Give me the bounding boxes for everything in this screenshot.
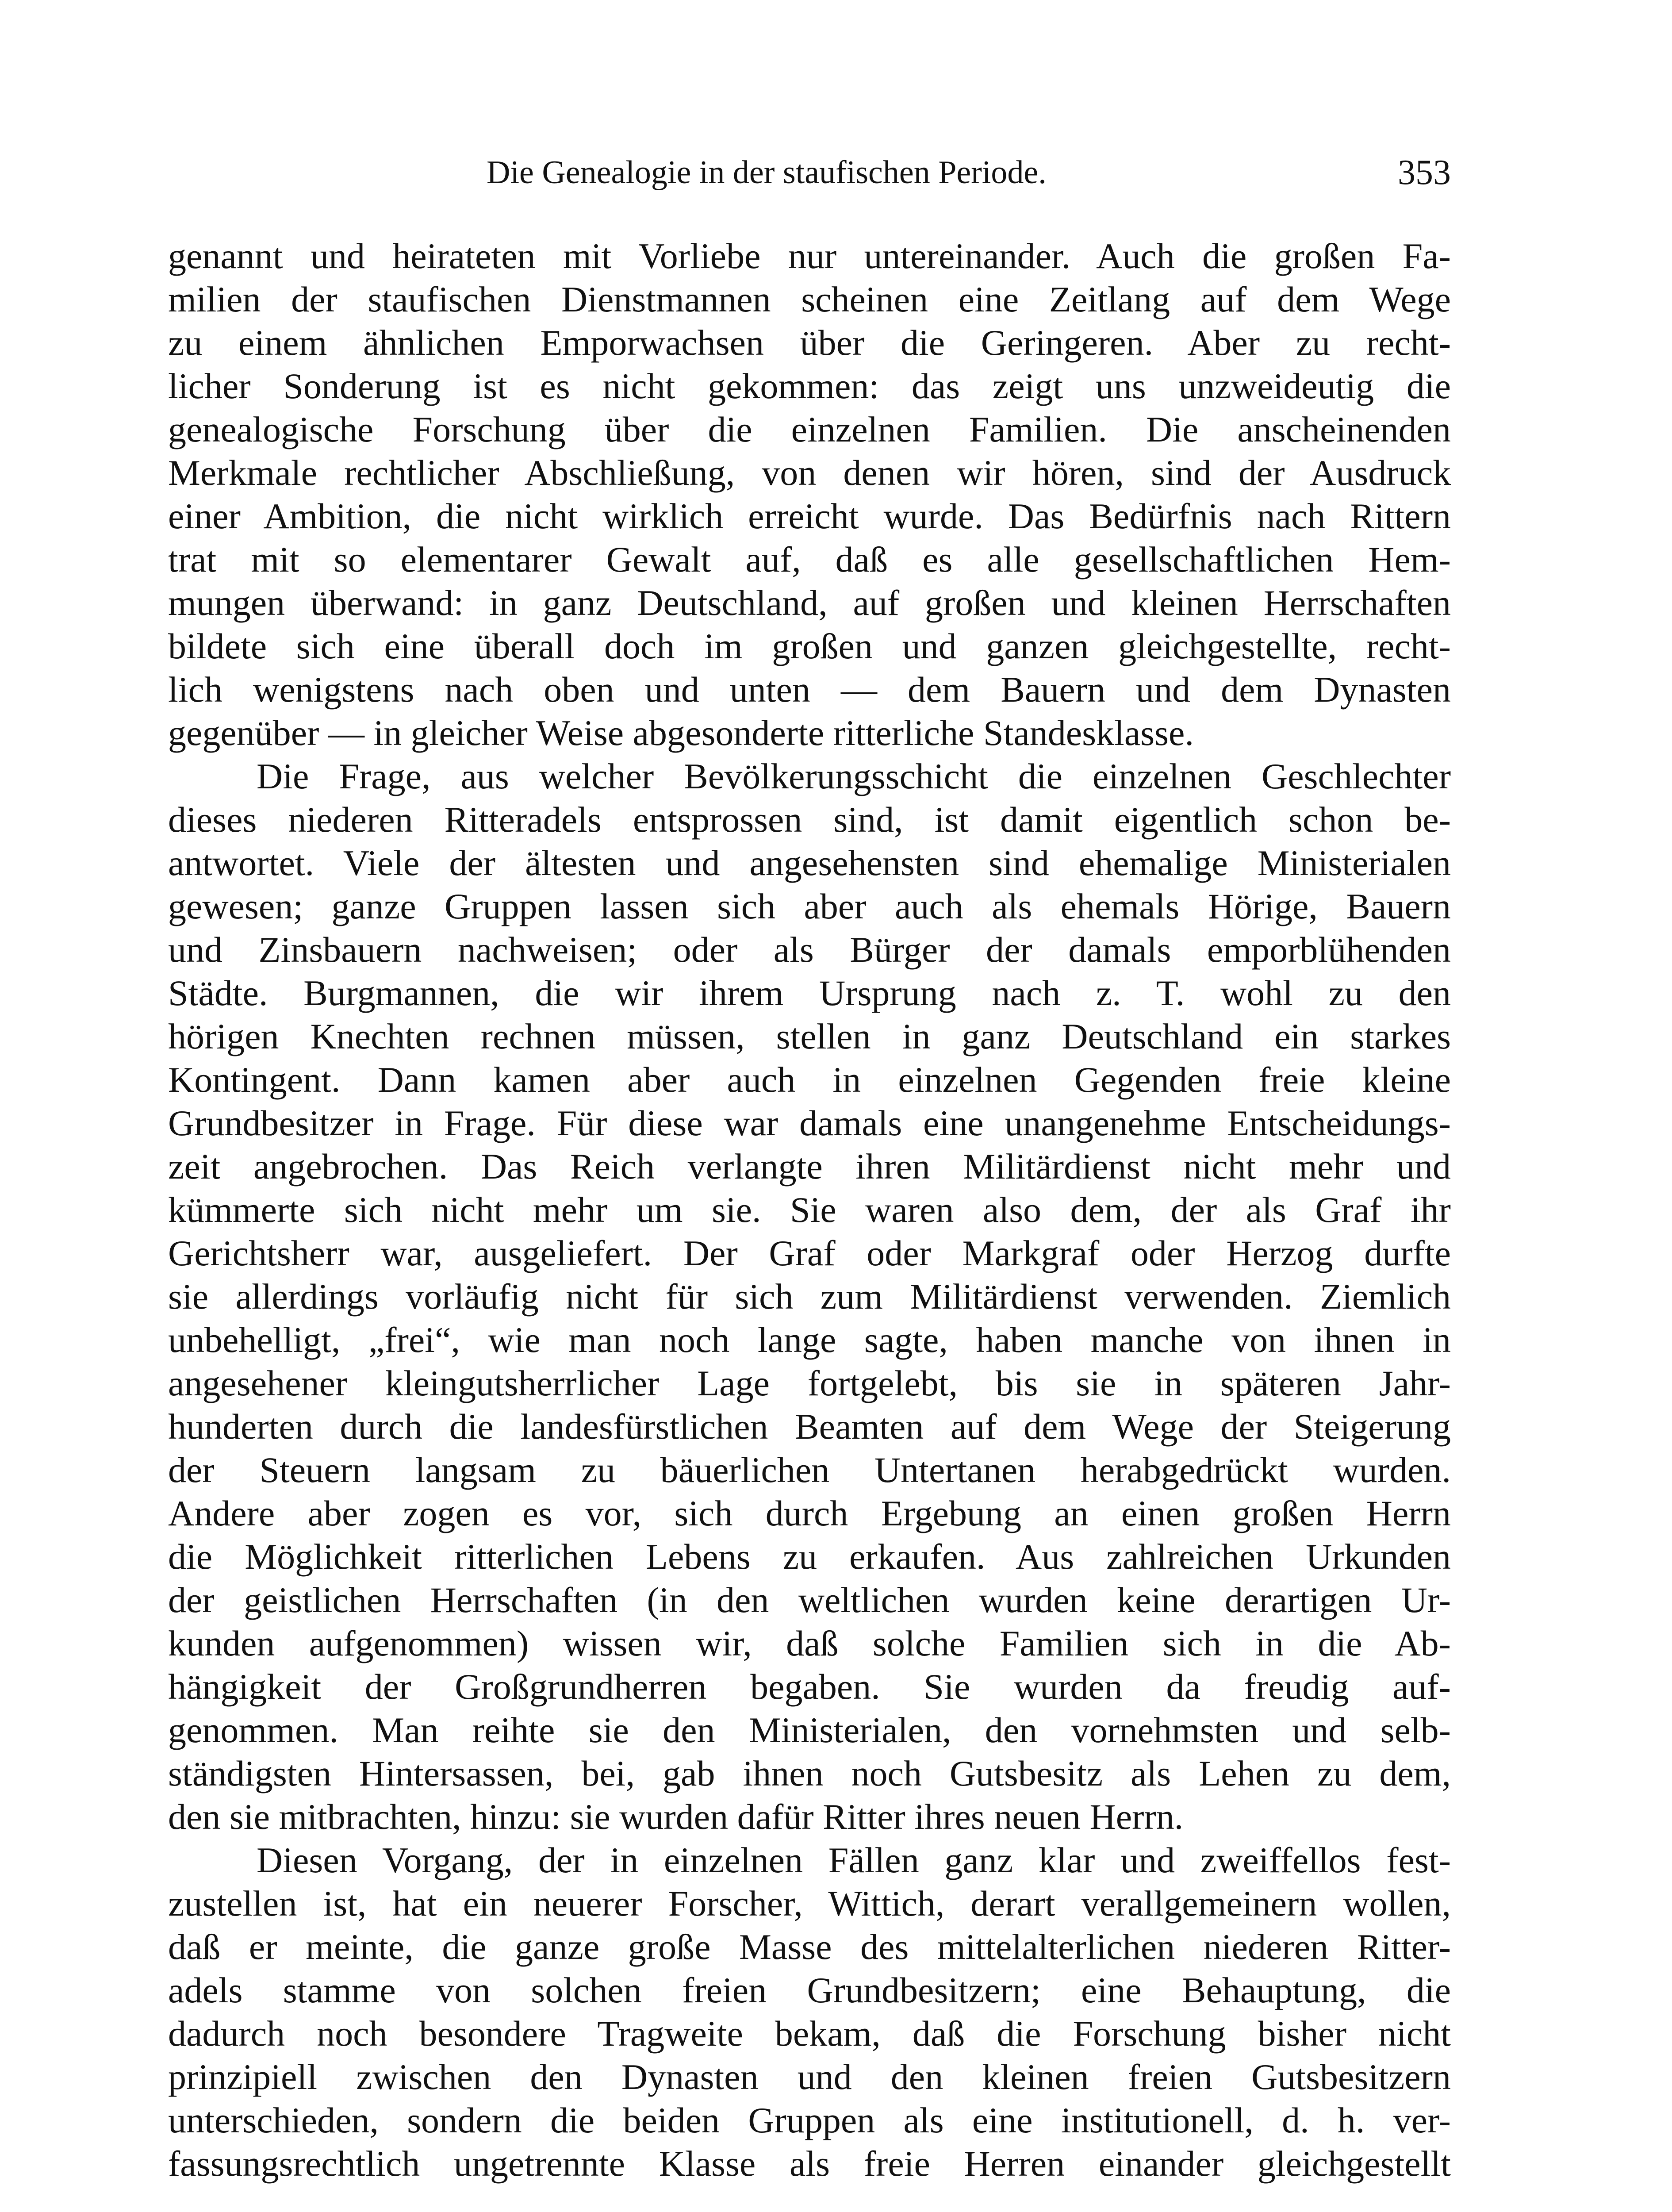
text-line: fassungsrechtlich ungetrennte Klasse als freie Herren einander gleichgestellt	[168, 2143, 1451, 2184]
text-line: antwortet. Viele der ältesten und angesehensten sind ehemalige Ministerialen	[168, 843, 1451, 883]
text-line: unterschieden, sondern die beiden Gruppen als eine institutionell, d. h. ver-	[168, 2100, 1451, 2140]
text-line: angesehener kleingutsherrlicher Lage fortgelebt, bis sie in späteren Jahr-	[168, 1363, 1451, 1403]
text-line: Andere aber zogen es vor, sich durch Ergebung an einen großen Herrn	[168, 1493, 1451, 1533]
text-line: unbehelligt, „frei“, wie man noch lange sagte, haben manche von ihnen in	[168, 1320, 1451, 1360]
text-line: Städte. Burgmannen, die wir ihrem Ursprung nach z. T. wohl zu den	[168, 973, 1451, 1013]
text-line: Merkmale rechtlicher Abschließung, von denen wir hören, sind der Ausdruck	[168, 453, 1451, 493]
text-line: genommen. Man reihte sie den Ministerialen, den vornehmsten und selb-	[168, 1710, 1451, 1750]
page-header	[168, 146, 1451, 199]
page-number: 353	[1398, 153, 1451, 192]
text-line: ständigsten Hintersassen, bei, gab ihnen noch Gutsbesitz als Lehen zu dem,	[168, 1753, 1451, 1793]
text-line: Die Frage, aus welcher Bevölkerungsschicht die einzelnen Geschlechter	[257, 756, 1451, 796]
text-line: mungen überwand: in ganz Deutschland, auf großen und kleinen Herrschaften	[168, 583, 1451, 623]
text-line: und Zinsbauern nachweisen; oder als Bürger der damals emporblühenden	[168, 929, 1451, 970]
text-line: kunden aufgenommen) wissen wir, daß solche Familien sich in die Ab-	[168, 1623, 1451, 1663]
text-line: daß er meinte, die ganze große Masse des mittelalterlichen niederen Ritter-	[168, 1927, 1451, 1967]
body-text	[168, 234, 1451, 2185]
text-line: hunderten durch die landesfürstlichen Beamten auf dem Wege der Steigerung	[168, 1406, 1451, 1447]
text-line: genannt und heirateten mit Vorliebe nur untereinander. Auch die großen Fa-	[168, 236, 1451, 276]
text-line: zu einem ähnlichen Emporwachsen über die Geringeren. Aber zu recht-	[168, 323, 1451, 363]
text-line: die Möglichkeit ritterlichen Lebens zu erkaufen. Aus zahlreichen Urkunden	[168, 1536, 1451, 1577]
text-line: dieses niederen Ritteradels entsprossen sind, ist damit eigentlich schon be-	[168, 799, 1451, 840]
text-line: einer Ambition, die nicht wirklich erreicht wurde. Das Bedürfnis nach Rittern	[168, 496, 1451, 536]
text-line: den sie mitbrachten, hinzu: sie wurden dafür Ritter ihres neuen Herrn.	[168, 1797, 1184, 1837]
text-line: der geistlichen Herrschaften (in den weltlichen wurden keine derartigen Ur-	[168, 1580, 1451, 1620]
text-line: bildete sich eine überall doch im großen und ganzen gleichgestellte, recht-	[168, 626, 1451, 666]
text-line: prinzipiell zwischen den Dynasten und den kleinen freien Gutsbesitzern	[168, 2057, 1451, 2097]
text-line: genealogische Forschung über die einzelnen Familien. Die anscheinenden	[168, 409, 1451, 449]
text-line: milien der staufischen Dienstmannen scheinen eine Zeitlang auf dem Wege	[168, 279, 1451, 319]
text-line: trat mit so elementarer Gewalt auf, daß es alle gesellschaftlichen Hem-	[168, 539, 1451, 580]
text-line: sie allerdings vorläufig nicht für sich zum Militärdienst verwenden. Ziemlich	[168, 1276, 1451, 1317]
text-line: hängigkeit der Großgrundherren begaben. Sie wurden da freudig auf-	[168, 1667, 1451, 1707]
text-line: gegenüber — in gleicher Weise abgesonderte ritterliche Standesklasse.	[168, 713, 1194, 753]
text-line: licher Sonderung ist es nicht gekommen: das zeigt uns unzweideutig die	[168, 366, 1451, 406]
text-line: zustellen ist, hat ein neuerer Forscher, Wittich, derart verallgemeinern wollen,	[168, 1883, 1451, 1924]
text-line: der Steuern langsam zu bäuerlichen Untertanen herabgedrückt wurden.	[168, 1450, 1451, 1490]
running-title: Die Genealogie in der staufischen Periode.	[487, 154, 1047, 191]
text-line: Kontingent. Dann kamen aber auch in einzelnen Gegenden freie kleine	[168, 1060, 1451, 1100]
text-line: zeit angebrochen. Das Reich verlangte ihren Militärdienst nicht mehr und	[168, 1146, 1451, 1187]
text-line: Diesen Vorgang, der in einzelnen Fällen ganz klar und zweiffellos fest-	[257, 1840, 1451, 1880]
text-line: kümmerte sich nicht mehr um sie. Sie waren also dem, der als Graf ihr	[168, 1190, 1451, 1230]
text-line: hörigen Knechten rechnen müssen, stellen in ganz Deutschland ein starkes	[168, 1016, 1451, 1056]
text-line: Gerichtsherr war, ausgeliefert. Der Graf oder Markgraf oder Herzog durfte	[168, 1233, 1451, 1273]
text-line: dadurch noch besondere Tragweite bekam, daß die Forschung bisher nicht	[168, 2013, 1451, 2054]
text-line: gewesen; ganze Gruppen lassen sich aber auch als ehemals Hörige, Bauern	[168, 886, 1451, 926]
text-line: lich wenigstens nach oben und unten — dem Bauern und dem Dynasten	[168, 669, 1451, 710]
text-line: Grundbesitzer in Frage. Für diese war damals eine unangenehme Entscheidungs-	[168, 1103, 1451, 1143]
text-line: adels stamme von solchen freien Grundbesitzern; eine Behauptung, die	[168, 1970, 1451, 2010]
